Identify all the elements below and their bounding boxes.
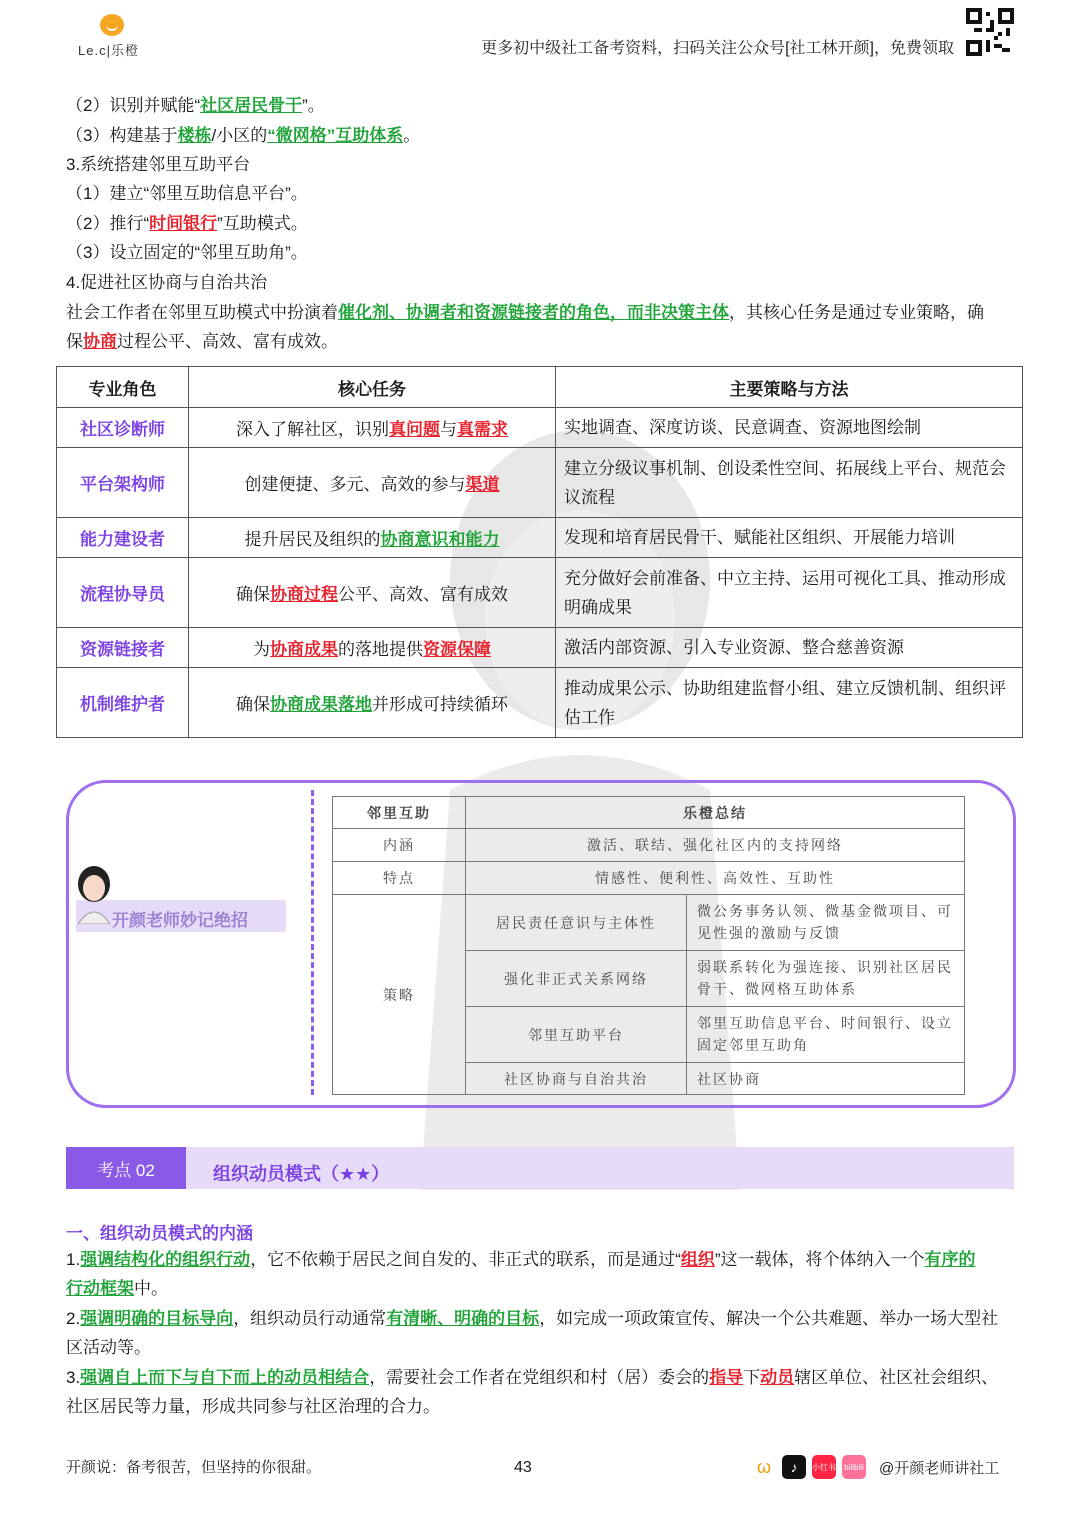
strategy-name: 强化非正式关系网络 — [466, 951, 687, 1007]
row-label: 内涵 — [333, 829, 466, 862]
weibo-icon[interactable]: ω — [752, 1455, 776, 1479]
text-line: （2）推行“时间银行”互助模式。 — [66, 214, 308, 233]
strategy-name: 邻里互助平台 — [466, 1007, 687, 1063]
task-cell: 创建便捷、多元、高效的参与渠道 — [189, 448, 556, 518]
role-cell: 社区诊断师 — [57, 408, 189, 448]
text-line: 1.强调结构化的组织行动，它不依赖于居民之间自发的、非正式的联系，而是通过“组织”这一载体，将个体纳入一个有序的 — [66, 1250, 976, 1269]
row-value: 激活、联结、强化社区内的支持网络 — [466, 829, 965, 862]
role-cell: 机制维护者 — [57, 668, 189, 738]
text-line: 4.促进社区协商与自治共治 — [66, 273, 268, 292]
xiaohongshu-icon[interactable]: 小红书 — [812, 1455, 836, 1479]
summary-table — [332, 796, 965, 1095]
table-row — [333, 895, 965, 951]
table-header-row — [333, 797, 965, 829]
text-line: （1）建立“邻里互助信息平台”。 — [66, 184, 308, 203]
bilibili-icon[interactable]: bilibili — [842, 1455, 866, 1479]
column-header: 邻里互助 — [333, 797, 466, 829]
strategy-desc: 社区协商 — [687, 1063, 965, 1095]
column-header: 乐橙总结 — [466, 797, 965, 829]
table-row — [333, 829, 965, 862]
text-line: 3.强调自上而下与自下而上的动员相结合，需要社会工作者在党组织和村（居）委会的指导下动员辖区单位、社区社会组织、 — [66, 1368, 999, 1387]
method-cell: 实地调查、深度访谈、民意调查、资源地图绘制 — [556, 408, 1023, 448]
footer-handle: @开颜老师讲社工 — [879, 1460, 1000, 1477]
header-promo-text: 更多初中级社工备考资料，扫码关注公众号[社工林开颜]，免费领取 — [481, 40, 954, 57]
text-line: 区活动等。 — [66, 1338, 151, 1357]
column-header: 核心任务 — [189, 367, 556, 408]
strategy-desc: 邻里互助信息平台、时间银行、设立固定邻里互助角 — [687, 1007, 965, 1063]
table-row — [57, 518, 1023, 558]
table-row — [57, 448, 1023, 518]
row-label: 策略 — [333, 895, 466, 1095]
qr-code-icon — [966, 8, 1014, 56]
text-line: 2.强调明确的目标导向，组织动员行动通常有清晰、明确的目标，如完成一项政策宣传、解决一个公共难题、举办一场大型社 — [66, 1309, 999, 1328]
role-table — [56, 366, 1023, 738]
logo: Le.c|乐橙 — [78, 14, 148, 58]
row-label: 特点 — [333, 862, 466, 895]
section-tag: 考点 02 — [66, 1147, 186, 1189]
text-line: 社区居民等力量，形成共同参与社区治理的合力。 — [66, 1397, 440, 1416]
orange-logo-icon — [100, 14, 124, 36]
text-line: （3）构建基于楼栋/小区的“微网格”互助体系。 — [66, 126, 421, 145]
task-cell: 确保协商成果落地并形成可持续循环 — [189, 668, 556, 738]
strategy-desc: 微公务事务认领、微基金微项目、可见性强的激励与反馈 — [687, 895, 965, 951]
douyin-icon[interactable]: ♪ — [782, 1455, 806, 1479]
text-line: 社会工作者在邻里互助模式中扮演着催化剂、协调者和资源链接者的角色，而非决策主体，其核心任务是通过专业策略，确 — [66, 303, 984, 322]
footer-motto: 开颜说：备考很苦，但坚持的你很甜。 — [66, 1458, 322, 1476]
role-cell: 流程协导员 — [57, 558, 189, 628]
strategy-desc: 弱联系转化为强连接、识别社区居民骨干、微网格互助体系 — [687, 951, 965, 1007]
method-cell: 发现和培育居民骨干、赋能社区组织、开展能力培训 — [556, 518, 1023, 558]
table-row — [57, 628, 1023, 668]
section-header-bar — [66, 1147, 1014, 1189]
method-cell: 激活内部资源、引入专业资源、整合慈善资源 — [556, 628, 1023, 668]
strategy-name: 社区协商与自治共治 — [466, 1063, 687, 1095]
task-cell: 为协商成果的落地提供资源保障 — [189, 628, 556, 668]
task-cell: 深入了解社区，识别真问题与真需求 — [189, 408, 556, 448]
method-cell: 推动成果公示、协助组建监督小组、建立反馈机制、组织评估工作 — [556, 668, 1023, 738]
table-row — [333, 862, 965, 895]
role-cell: 资源链接者 — [57, 628, 189, 668]
role-cell: 能力建设者 — [57, 518, 189, 558]
section-title: 组织动员模式（★★） — [213, 1164, 390, 1184]
text-line: （2）识别并赋能“社区居民骨干”。 — [66, 96, 325, 115]
strategy-name: 居民责任意识与主体性 — [466, 895, 687, 951]
dashed-divider — [311, 790, 314, 1095]
text-line: 保协商过程公平、高效、富有成效。 — [66, 332, 338, 351]
text-line: （3）设立固定的“邻里互助角”。 — [66, 243, 308, 262]
row-value: 情感性、便利性、高效性、互助性 — [466, 862, 965, 895]
table-row — [57, 558, 1023, 628]
social-icons — [752, 1452, 866, 1482]
text-line: 行动框架中。 — [66, 1279, 168, 1298]
table-row — [57, 408, 1023, 448]
column-header: 专业角色 — [57, 367, 189, 408]
page-number: 43 — [514, 1459, 532, 1476]
table-row — [57, 668, 1023, 738]
method-cell: 充分做好会前准备、中立主持、运用可视化工具、推动形成明确成果 — [556, 558, 1023, 628]
method-cell: 建立分级议事机制、创设柔性空间、拓展线上平台、规范会议流程 — [556, 448, 1023, 518]
column-header: 主要策略与方法 — [556, 367, 1023, 408]
table-header-row — [57, 367, 1023, 408]
subsection-heading: 一、组织动员模式的内涵 — [66, 1224, 253, 1243]
task-cell: 确保协商过程公平、高效、富有成效 — [189, 558, 556, 628]
task-cell: 提升居民及组织的协商意识和能力 — [189, 518, 556, 558]
text-line: 3.系统搭建邻里互助平台 — [66, 155, 251, 174]
role-cell: 平台架构师 — [57, 448, 189, 518]
teacher-avatar-icon — [72, 864, 116, 924]
summary-label: 开颜老师妙记绝招 — [112, 911, 248, 930]
